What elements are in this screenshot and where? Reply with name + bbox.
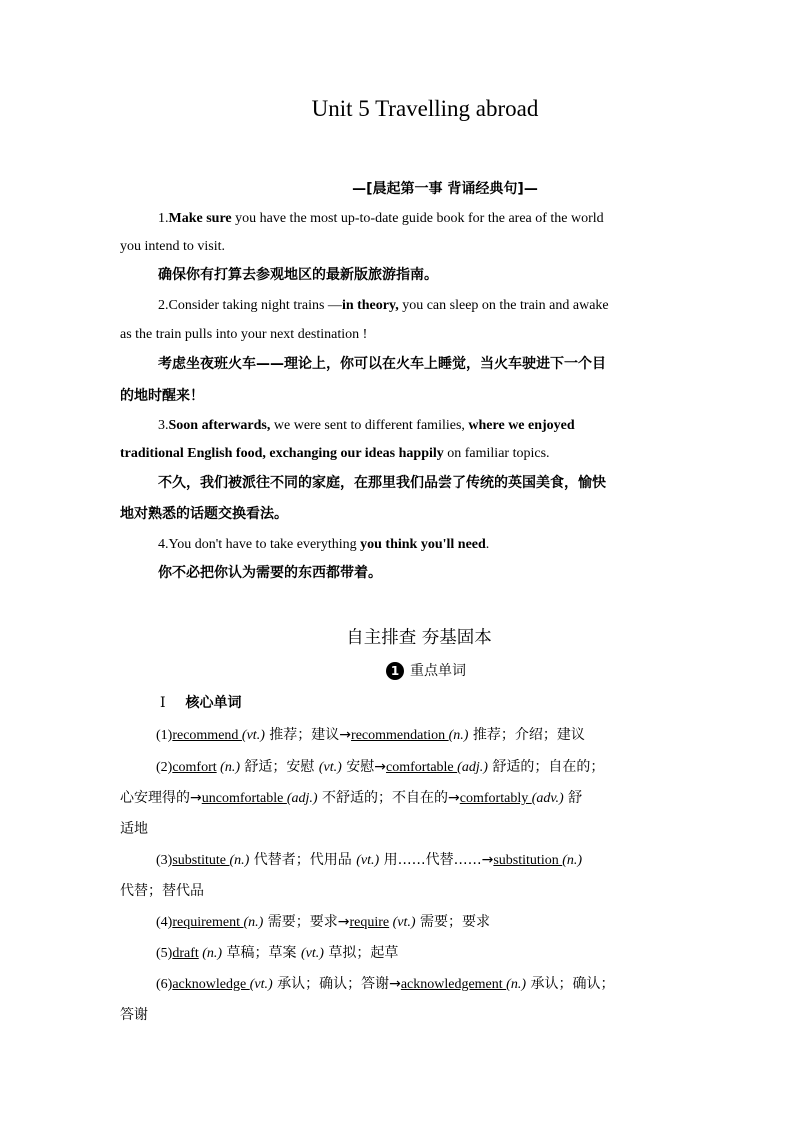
page-title: Unit 5 Travelling abroad bbox=[311, 96, 539, 121]
number-circle-icon: 1 bbox=[386, 662, 404, 680]
meaning: 需要；要求 bbox=[415, 914, 491, 930]
part-of-speech: (adv.) bbox=[531, 791, 564, 806]
meaning: 舒适的；自在的； bbox=[487, 759, 605, 775]
sentence-2-line-2: as the train pulls into your next destination ! bbox=[120, 327, 368, 342]
meaning: 承认；确认；答谢→ bbox=[272, 976, 401, 992]
answer-word: requirement bbox=[172, 915, 244, 930]
sentence-2-line-1 bbox=[158, 297, 609, 315]
key-phrase: in theory, bbox=[341, 298, 399, 313]
part-of-speech: (vt.) bbox=[389, 915, 416, 930]
answer-word: acknowledge bbox=[172, 977, 250, 992]
key-phrase: Soon afterwards, bbox=[168, 418, 271, 433]
part-of-speech: (n.) bbox=[229, 853, 250, 868]
part-of-speech: (n.) bbox=[243, 915, 264, 930]
part-of-speech: (n.) bbox=[216, 760, 240, 775]
answer-word: require bbox=[349, 915, 390, 930]
part-of-speech: (n.) bbox=[562, 853, 583, 868]
meaning: 需要；要求→ bbox=[263, 914, 350, 930]
vocab-item-2-line-3: 适地 bbox=[120, 821, 148, 837]
meaning: 心安理得的→ bbox=[120, 790, 202, 806]
item-number: (2) bbox=[156, 760, 173, 775]
part-of-speech: (vt.) bbox=[249, 977, 273, 992]
item-number: (4) bbox=[156, 915, 173, 930]
part-of-speech: (vt.) bbox=[356, 853, 380, 868]
section-heading: 自主排查 夯基固本 bbox=[346, 628, 492, 648]
meaning: 草稿；草案 bbox=[222, 945, 301, 961]
sentence-text: 4.You don't have to take everything bbox=[158, 537, 361, 552]
vocab-item-4 bbox=[156, 913, 490, 932]
answer-word: acknowledgement bbox=[400, 977, 507, 992]
part-of-speech: (vt.) bbox=[318, 760, 342, 775]
part-of-speech: (n.) bbox=[506, 977, 526, 992]
sentence-3-translation-2: 地对熟悉的话题交换看法。 bbox=[120, 506, 288, 522]
answer-word: comfortably bbox=[459, 791, 532, 806]
answer-word: recommend bbox=[172, 728, 242, 743]
answer-word: comfort bbox=[172, 760, 217, 775]
vocab-item-3-line-1 bbox=[156, 851, 582, 870]
meaning: 推荐；建议→ bbox=[264, 727, 352, 743]
sentence-1-line-1 bbox=[158, 210, 604, 228]
key-phrase: traditional English food, exchanging our ideas happily bbox=[120, 446, 444, 461]
answer-word: uncomfortable bbox=[201, 791, 287, 806]
meaning: 承认；确认； bbox=[526, 976, 615, 992]
item-number: (1) bbox=[156, 728, 173, 743]
section-banner: —[晨起第一事 背诵经典句]— bbox=[352, 181, 538, 197]
answer-word: substitution bbox=[493, 853, 563, 868]
sentence-text: you can sleep on the train and awake bbox=[398, 298, 609, 313]
part-of-speech: (n.) bbox=[198, 946, 223, 961]
meaning: 代替者；代用品 bbox=[249, 852, 357, 868]
sentence-3-translation-1: 不久，我们被派往不同的家庭，在那里我们品尝了传统的英国美食，愉快 bbox=[158, 475, 606, 491]
part-of-speech: (vt.) bbox=[241, 728, 265, 743]
answer-word: draft bbox=[172, 946, 199, 961]
part-of-speech: (vt.) bbox=[301, 946, 324, 961]
sentence-text: you have the most up-to-date guide book for the area of the world bbox=[231, 211, 604, 226]
key-phrase: you think you'll need bbox=[360, 537, 486, 552]
sentence-2-translation-2: 的地时醒来！ bbox=[120, 388, 204, 404]
vocab-item-6-line-2: 答谢 bbox=[120, 1007, 148, 1023]
roman-numeral: Ⅰ bbox=[160, 696, 166, 711]
item-number: (5) bbox=[156, 946, 173, 961]
key-phrase: where we enjoyed bbox=[468, 418, 575, 433]
vocab-heading-label: 核心单词 bbox=[185, 695, 242, 711]
vocab-item-2-line-2 bbox=[120, 789, 582, 808]
item-number: (3) bbox=[156, 853, 173, 868]
answer-word: substitute bbox=[172, 853, 230, 868]
part-of-speech: (n.) bbox=[448, 728, 469, 743]
subsection-label: 重点单词 bbox=[410, 663, 466, 679]
vocab-item-3-line-2: 代替；替代品 bbox=[120, 883, 204, 899]
sentence-number: 1. bbox=[158, 211, 169, 226]
sentence-text: on familiar topics. bbox=[443, 446, 550, 461]
part-of-speech: (adj.) bbox=[457, 760, 488, 775]
sentence-1-translation: 确保你有打算去参观地区的最新版旅游指南。 bbox=[158, 267, 438, 283]
meaning: 舒适；安慰 bbox=[239, 759, 319, 775]
vocab-item-5 bbox=[156, 944, 398, 963]
vocab-item-1 bbox=[156, 726, 585, 745]
key-phrase: Make sure bbox=[168, 211, 232, 226]
meaning: 用……代替……→ bbox=[379, 852, 494, 868]
sentence-2-translation-1: 考虑坐夜班火车——理论上，你可以在火车上睡觉，当火车驶进下一个目 bbox=[158, 356, 606, 372]
meaning: 安慰→ bbox=[341, 759, 387, 775]
subsection-badge bbox=[0, 660, 794, 680]
sentence-3-line-1 bbox=[158, 417, 575, 435]
sentence-1-line-2: you intend to visit. bbox=[120, 239, 225, 254]
item-number: (6) bbox=[156, 977, 173, 992]
sentence-4-translation: 你不必把你认为需要的东西都带着。 bbox=[158, 565, 382, 581]
sentence-3-line-2 bbox=[120, 445, 550, 463]
sentence-text: . bbox=[485, 537, 490, 552]
vocab-item-2-line-1 bbox=[156, 758, 604, 777]
answer-word: recommendation bbox=[351, 728, 449, 743]
answer-word: comfortable bbox=[386, 760, 458, 775]
sentence-text: 2.Consider taking night trains — bbox=[158, 298, 342, 313]
sentence-number: 3. bbox=[158, 418, 169, 433]
meaning: 推荐；介绍；建议 bbox=[468, 727, 585, 743]
meaning: 草拟；起草 bbox=[323, 945, 399, 961]
vocab-heading bbox=[160, 694, 242, 713]
sentence-text: we were sent to different families, bbox=[270, 418, 469, 433]
part-of-speech: (adj.) bbox=[286, 791, 318, 806]
vocab-item-6-line-1 bbox=[156, 975, 614, 994]
sentence-4-line-1 bbox=[158, 536, 489, 554]
meaning: 不舒适的；不自在的→ bbox=[317, 790, 460, 806]
meaning: 舒 bbox=[563, 790, 583, 806]
